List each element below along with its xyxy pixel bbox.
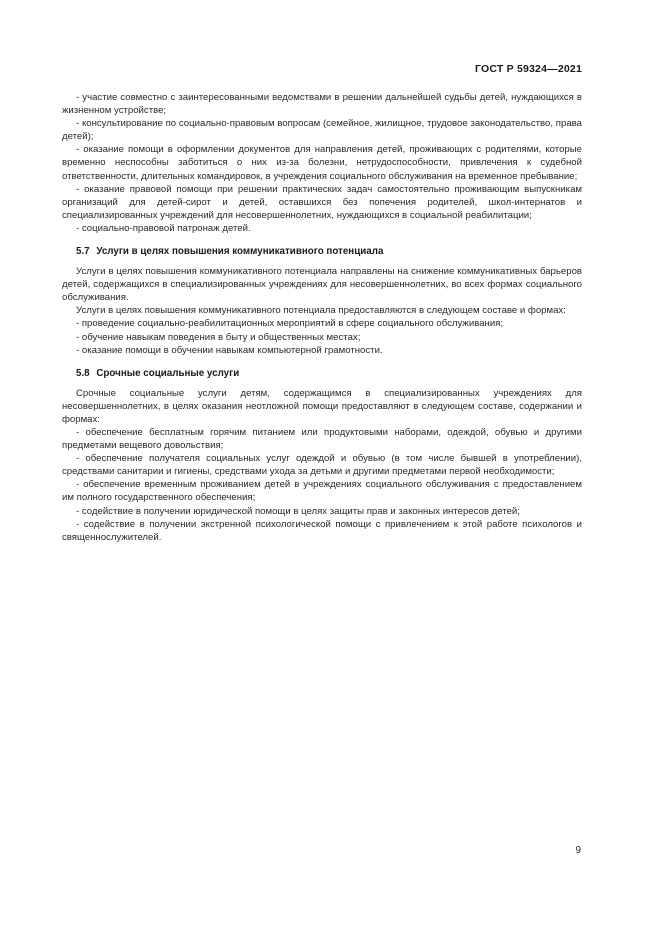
paragraph: Срочные социальные услуги детям, содержащимся в специализированных учреждениях для несовершеннолетних, в целях оказания неотложной помощи предоставляют в следующем составе, содержании и формах: [62, 387, 582, 425]
list-item: - обеспечение бесплатным горячим питанием или продуктовыми наборами, одеждой, обувью и другими предметами вещевого довольствия; [62, 426, 582, 452]
list-item: - оказание помощи в оформлении документов для направления детей, проживающих с родителями, которые временно неспособны заботиться о них из-за болезни, нетрудоспособности, привлечения к судебной ответственности, длительных командировок, в учреждения социального обслуживания на временное пребывание; [62, 144, 582, 182]
list-item: - проведение социально-реабилитационных мероприятий в сфере социального обслуживания; [76, 318, 504, 330]
list-item: - оказание помощи в обучении навыкам компьютерной грамотности. [76, 344, 383, 356]
list-item: - оказание правовой помощи при решении практических задач самостоятельно проживающим выпускникам организаций для детей-сирот и детей, оставшихся без попечения родителей, школ-интернатов и специализированных учреждений для несовершеннолетних, нуждающихся в социальной реабилитации; [62, 183, 582, 221]
section-title: Услуги в целях повышения коммуникативного потенциала [96, 246, 384, 258]
section-heading-5-8 [76, 367, 582, 380]
document-code: ГОСТ Р 59324—2021 [474, 63, 582, 75]
list-item: - участие совместно с заинтересованными ведомствами в решении дальнейшей судьбы детей, нуждающихся в жизненном устройстве; [62, 92, 582, 117]
list-item: - социально-правовой патронаж детей. [76, 222, 251, 234]
page-body [62, 91, 582, 544]
list-item: - содействие в получении юридической помощи в целях защиты прав и законных интересов детей; [76, 505, 520, 517]
section-number: 5.8 [76, 367, 90, 379]
paragraph: Услуги в целях повышения коммуникативного потенциала направлены на снижение коммуникативных барьеров детей, содержащихся в специализированных учреждениях для несовершеннолетних, во всех формах социального обслуживания. [62, 266, 582, 304]
paragraph: Услуги в целях повышения коммуникативного потенциала предоставляются в следующем составе и формах: [76, 305, 566, 317]
section-heading-5-7 [76, 245, 582, 258]
list-item: - обучение навыкам поведения в быту и общественных местах; [76, 331, 361, 343]
list-item: - содействие в получении экстренной психологической помощи с привлечением к этой работе психологов и священнослужителей. [62, 518, 582, 543]
page-number: 9 [575, 845, 581, 856]
list-item: - обеспечение получателя социальных услуг одеждой и обувью (в том числе бывшей в употреблении), средствами санитарии и гигиены, средствами ухода за детьми и другими предметами первой необходимости; [62, 453, 582, 478]
list-item: - обеспечение временным проживанием детей в учреждениях социального обслуживания с предоставлением им полного государственного обеспечения; [62, 479, 582, 504]
list-item: - консультирование по социально-правовым вопросам (семейное, жилищное, трудовое законодательство, права детей); [62, 118, 582, 143]
section-number: 5.7 [76, 246, 90, 258]
section-title: Срочные социальные услуги [96, 367, 240, 379]
